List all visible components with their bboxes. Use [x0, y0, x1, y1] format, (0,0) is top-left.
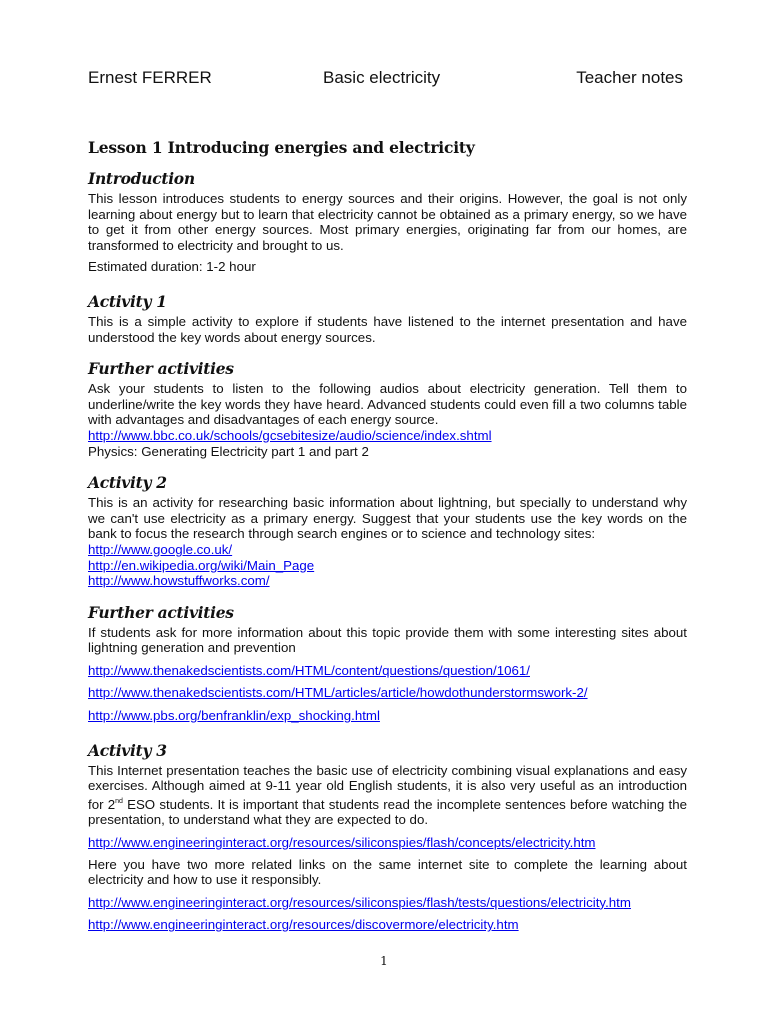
introduction-body: This lesson introduces students to energy sources and their origins. However, the goal is not only learning about energy but to learn that electricity cannot be obtained as a primary energy, so we have to get it from other energy sources. Most primary energies, originating far from our homes, are transformed to electricity and brought to us. — [88, 191, 687, 253]
activity2-heading: Activity 2 — [88, 473, 167, 493]
page-header — [88, 68, 687, 90]
activity1-body: This is a simple activity to explore if students have listened to the internet presentation and have understood the key words about energy sources. — [88, 313, 687, 345]
wikipedia-link[interactable]: http://en.wikipedia.org/wiki/Main_Page — [88, 557, 315, 573]
activity3-body2: Here you have two more related links on the same internet site to complete the learning about electricity and how to use it responsibly. — [88, 856, 687, 888]
engineeringinteract-discovermore-link[interactable]: http://www.engineeringinteract.org/resources/discovermore/electricity.htm — [88, 917, 519, 933]
header-doc-type: Teacher notes — [576, 68, 683, 87]
further1-body: Ask your students to listen to the following audios about electricity generation. Tell them to underline/write the key words they have heard. Advanced students could even fill a two columns table with advantages and disadvantages of each energy source. — [88, 381, 687, 428]
nakedscientists-question-link[interactable]: http://www.thenakedscientists.com/HTML/content/questions/question/1061/ — [88, 662, 530, 678]
activity3-heading: Activity 3 — [88, 740, 167, 760]
further2-heading: Further activities — [88, 602, 234, 622]
ordinal-superscript: nd — [115, 797, 123, 805]
further1-heading: Further activities — [88, 359, 234, 379]
nakedscientists-thunderstorms-link[interactable]: http://www.thenakedscientists.com/HTML/articles/article/howdothunderstormswork-2/ — [88, 685, 588, 701]
page-number: 1 — [380, 954, 388, 968]
pbs-benfranklin-link[interactable]: http://www.pbs.org/benfranklin/exp_shocking.html — [88, 708, 380, 724]
header-subject: Basic electricity — [323, 68, 441, 87]
estimated-duration: Estimated duration: 1-2 hour — [88, 259, 256, 275]
introduction-heading: Introduction — [88, 169, 195, 188]
engineeringinteract-tests-link[interactable]: http://www.engineeringinteract.org/resources/siliconspies/flash/tests/questions/electricity.htm — [88, 894, 631, 910]
howstuffworks-link[interactable]: http://www.howstuffworks.com/ — [88, 573, 270, 589]
google-link[interactable]: http://www.google.co.uk/ — [88, 541, 233, 557]
activity3-body-part1: This Internet presentation teaches the basic use of electricity combining visual explanations and easy exercises. Although aimed at 9-11 year old English students, it is also very useful as an introduction for 2 — [88, 762, 687, 812]
activity3-body-part2: ESO students. It is important that students read the incomplete sentences before watching the presentation, to understand what they are expected to do. — [88, 796, 687, 828]
bbc-audio-link[interactable]: http://www.bbc.co.uk/schools/gcsebitesize/audio/science/index.shtml — [88, 427, 492, 443]
further2-body: If students ask for more information about this topic provide them with some interesting sites about lightning generation and prevention — [88, 624, 687, 656]
further1-note: Physics: Generating Electricity part 1 and part 2 — [88, 443, 369, 459]
activity1-heading: Activity 1 — [88, 291, 167, 311]
activity2-body: This is an activity for researching basic information about lightning, but specially to understand why we can't use electricity as a primary energy. Suggest that your students use the key words on the bank to focus the research through search engines or to science and technology sites: — [88, 495, 687, 542]
activity3-body — [88, 763, 687, 828]
document-body — [88, 138, 687, 933]
header-author: Ernest FERRER — [88, 68, 212, 87]
lesson-title: Lesson 1 Introducing energies and electricity — [88, 138, 475, 157]
engineeringinteract-concepts-link[interactable]: http://www.engineeringinteract.org/resources/siliconspies/flash/concepts/electricity.htm — [88, 835, 596, 851]
